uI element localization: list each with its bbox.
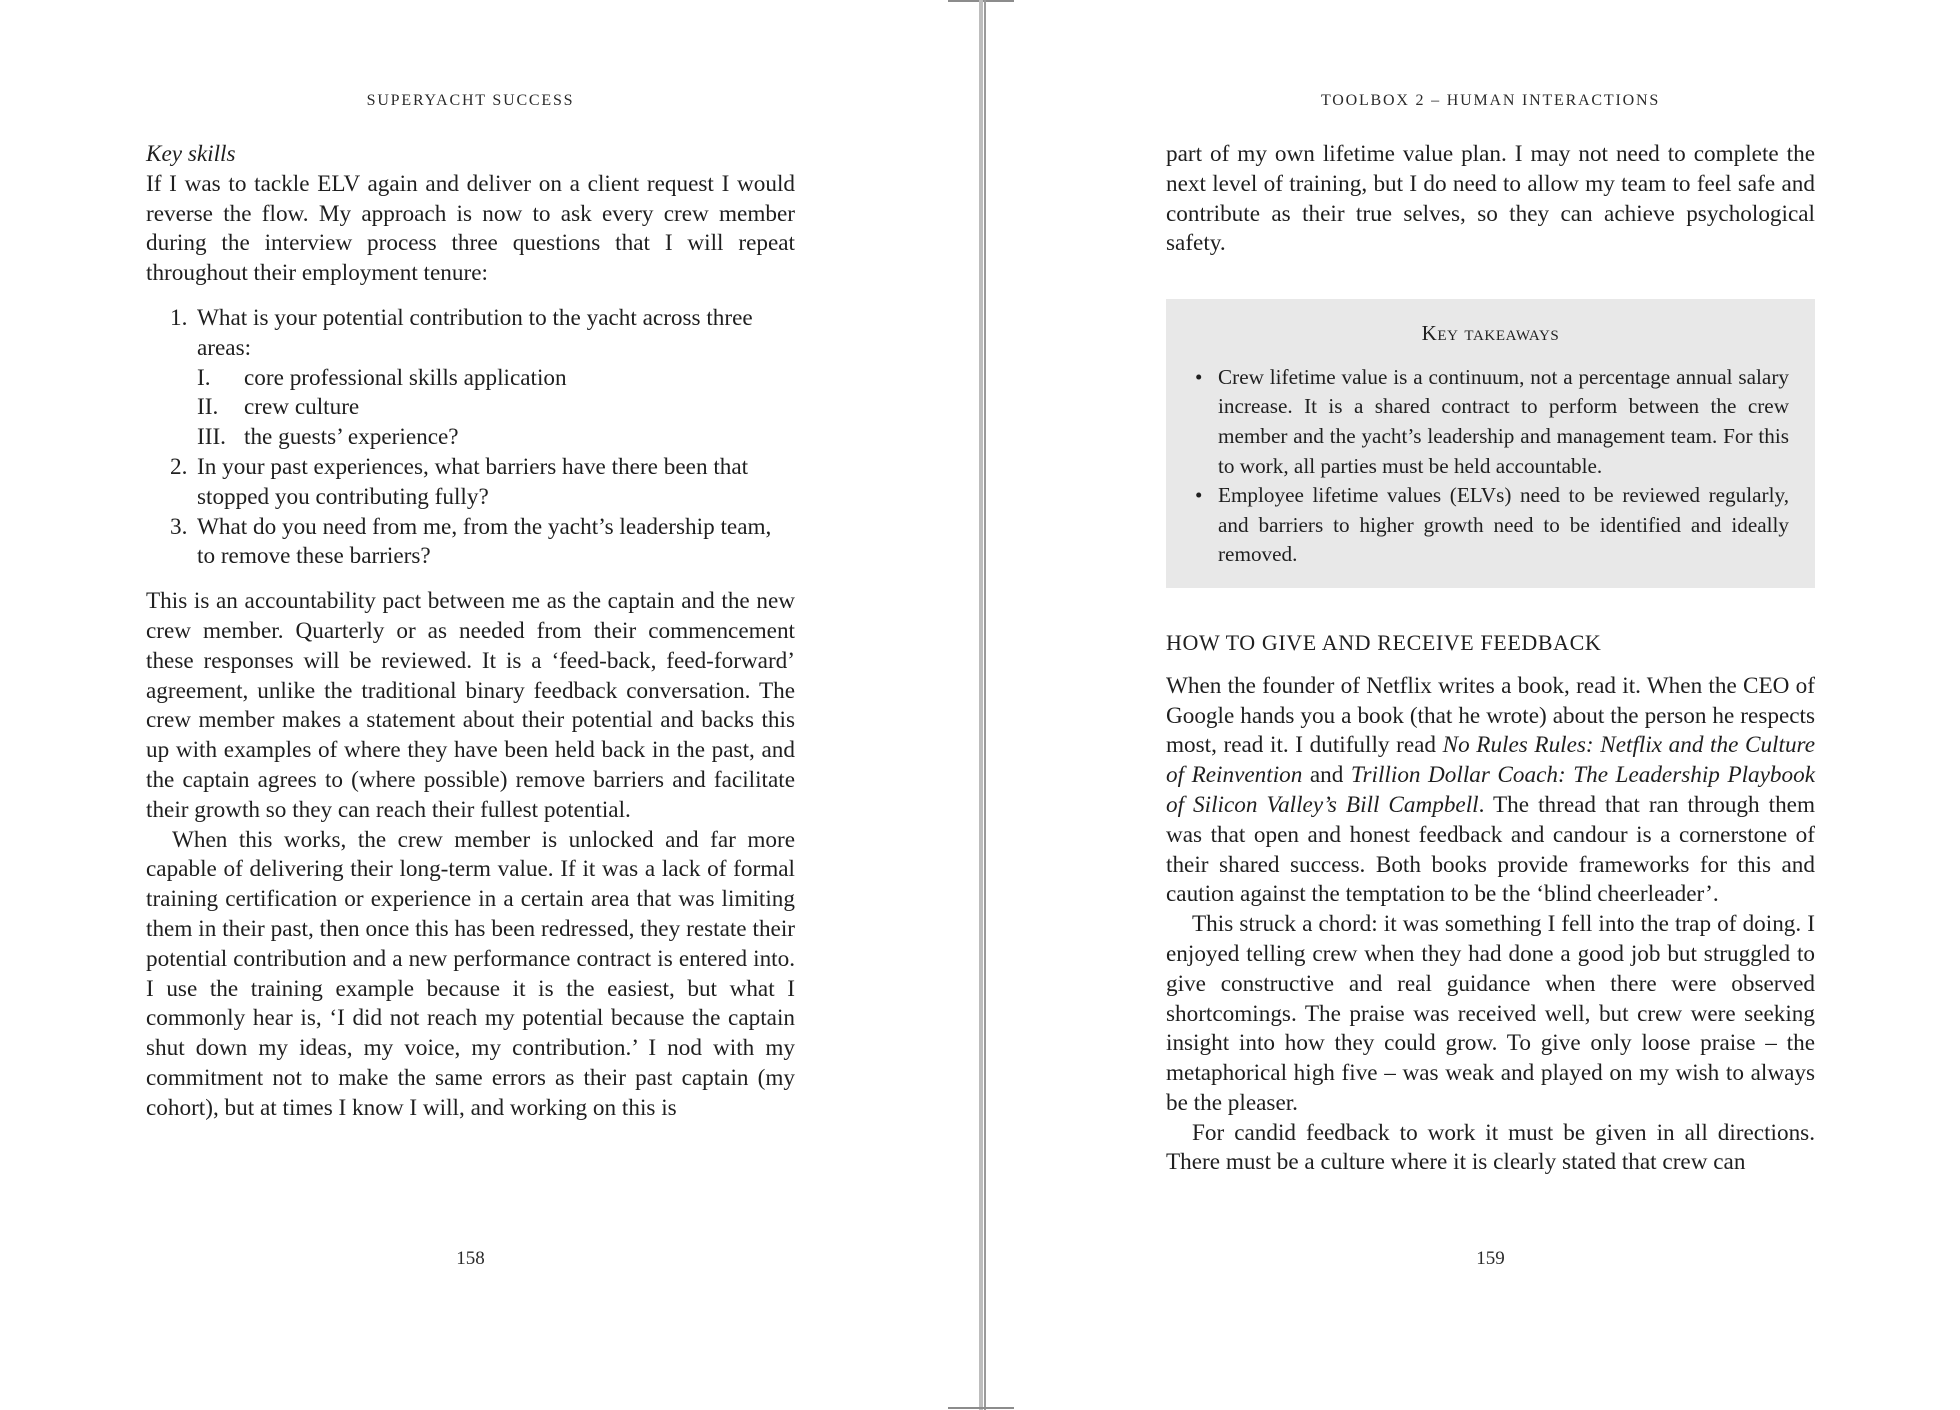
book-title-no-rules-rules: No Rules Rules: Netflix and the Culture of Reinvention xyxy=(1166,732,1815,789)
left-page xyxy=(146,0,795,1410)
feedback-paragraph-1 xyxy=(1166,672,1815,910)
book-title-trillion-dollar-coach: Trillion Dollar Coach: The Leadership Playbook of Silicon Valley’s Bill Campbell xyxy=(1166,762,1816,818)
gutter-tick-bottom xyxy=(948,1407,1014,1409)
key-takeaways-box xyxy=(1166,299,1815,588)
list-item xyxy=(146,304,795,453)
roman-numeral: II. xyxy=(197,394,219,421)
gutter-divider-inner xyxy=(984,0,986,1410)
intro-paragraph: If I was to tackle ELV again and deliver on a client request I would reverse the flow. My approach is now to ask every crew member during the interview process three questions that I will repeat throughout their employment tenure: xyxy=(146,170,795,287)
feedback-tail: . The thread that ran through them was that open and honest feedback and candour is a cornerstone of their shared success. Both books provide frameworks for this and caution against the temptation to be the ‘blind cheerleader’. xyxy=(1166,791,1815,908)
takeaways-list xyxy=(1192,363,1789,570)
list-item xyxy=(1192,363,1789,481)
question-text: In your past experiences, what barriers have there been that stopped you contributing fully? xyxy=(197,453,749,510)
feedback-paragraph-2: This struck a chord: it was something I fell into the trap of doing. I enjoyed telling crew when they had done a good job but struggled to give constructive and real guidance when there were observed shortcomings. The praise was received well, but crew were seeking insight into how they could grow. To give only loose praise – the metaphorical high five – was weak and played on my wish to always be the pleaser. xyxy=(1166,911,1815,1116)
area-text: core professional skills application xyxy=(244,364,567,391)
area-text: the guests’ experience? xyxy=(244,424,459,451)
left-text-block xyxy=(146,140,795,1124)
gutter-divider xyxy=(979,0,983,1410)
takeaway-text: Crew lifetime value is a continuum, not a percentage annual salary increase. It is a shared contract to perform between the crew member and the yacht’s leadership and management team. For this to work, all parties must be held accountable. xyxy=(1218,364,1789,478)
feedback-paragraph-3: For candid feedback to work it must be given in all directions. There must be a culture where it is clearly stated that crew can xyxy=(1166,1119,1815,1176)
list-item xyxy=(1192,481,1789,570)
roman-numeral: III. xyxy=(197,424,226,451)
page-number-left: 158 xyxy=(456,1248,485,1269)
area-text: crew culture xyxy=(244,394,360,421)
question-number: 2. xyxy=(170,453,188,480)
subhead-key-skills: Key skills xyxy=(146,141,236,167)
bullet-icon: • xyxy=(1195,364,1203,389)
right-text-block xyxy=(1166,140,1815,1178)
right-page xyxy=(1166,0,1815,1410)
question-number: 3. xyxy=(170,513,188,540)
key-takeaways-title: Key takeaways xyxy=(1421,321,1560,346)
list-item xyxy=(197,423,795,453)
unlocked-paragraph: When this works, the crew member is unlocked and far more capable of delivering their long-term value. If it was a lack of formal training certification or experience in a certain area that was limiting them in their past, then once this has been redressed, they restate their potential contribution and a new performance contract is entered into. I use the training example because it is the easiest, but what I commonly hear is, ‘I did not reach my potential because the captain shut down my ideas, my voice, my contribution.’ I nod with my commitment not to make the same errors as their past captain (my cohort), but at times I know I will, and working on this is xyxy=(146,826,795,1121)
continuation-paragraph: part of my own lifetime value plan. I may not need to complete the next level of training, but I do need to allow my team to feel safe and contribute as their true selves, so they can achieve psychological safety. xyxy=(1166,141,1815,257)
running-head-right: TOOLBOX 2 – HUMAN INTERACTIONS xyxy=(1320,92,1661,109)
question-text: What do you need from me, from the yacht’s leadership team, to remove these barriers? xyxy=(197,513,772,570)
bullet-icon: • xyxy=(1195,483,1203,508)
section-heading-feedback: HOW TO GIVE AND RECEIVE FEEDBACK xyxy=(1166,629,1602,655)
page-number-right: 159 xyxy=(1476,1248,1505,1269)
list-item xyxy=(146,513,795,573)
question-text: What is your potential contribution to the yacht across three areas: xyxy=(197,304,753,361)
question-number: 1. xyxy=(170,304,188,331)
running-head-left: SUPERYACHT SUCCESS xyxy=(366,92,575,109)
areas-list xyxy=(197,364,795,453)
list-item xyxy=(197,364,795,394)
accountability-paragraph: This is an accountability pact between me as the captain and the new crew member. Quarterly or as needed from their commencement these responses will be reviewed. It is a ‘feed-back, feed-forward’ agreement, unlike the traditional binary feedback conversation. The crew member makes a statement about their potential and backs this up with examples of where they have been held back in the past, and the captain agrees to (where possible) remove barriers and facilitate their growth so they can reach their fullest potential. xyxy=(146,588,795,823)
takeaway-text: Employee lifetime values (ELVs) need to be reviewed regularly, and barriers to higher growth need to be identified and ideally removed. xyxy=(1218,483,1789,567)
roman-numeral: I. xyxy=(197,364,211,391)
list-item xyxy=(197,393,795,423)
feedback-conj: and xyxy=(1302,762,1351,789)
feedback-lead: When the founder of Netflix writes a book, read it. When the CEO of Google hands you a book (that he wrote) about the person he respects most, read it. I dutifully read xyxy=(1166,672,1815,759)
list-item xyxy=(146,453,795,513)
questions-list xyxy=(146,304,795,572)
